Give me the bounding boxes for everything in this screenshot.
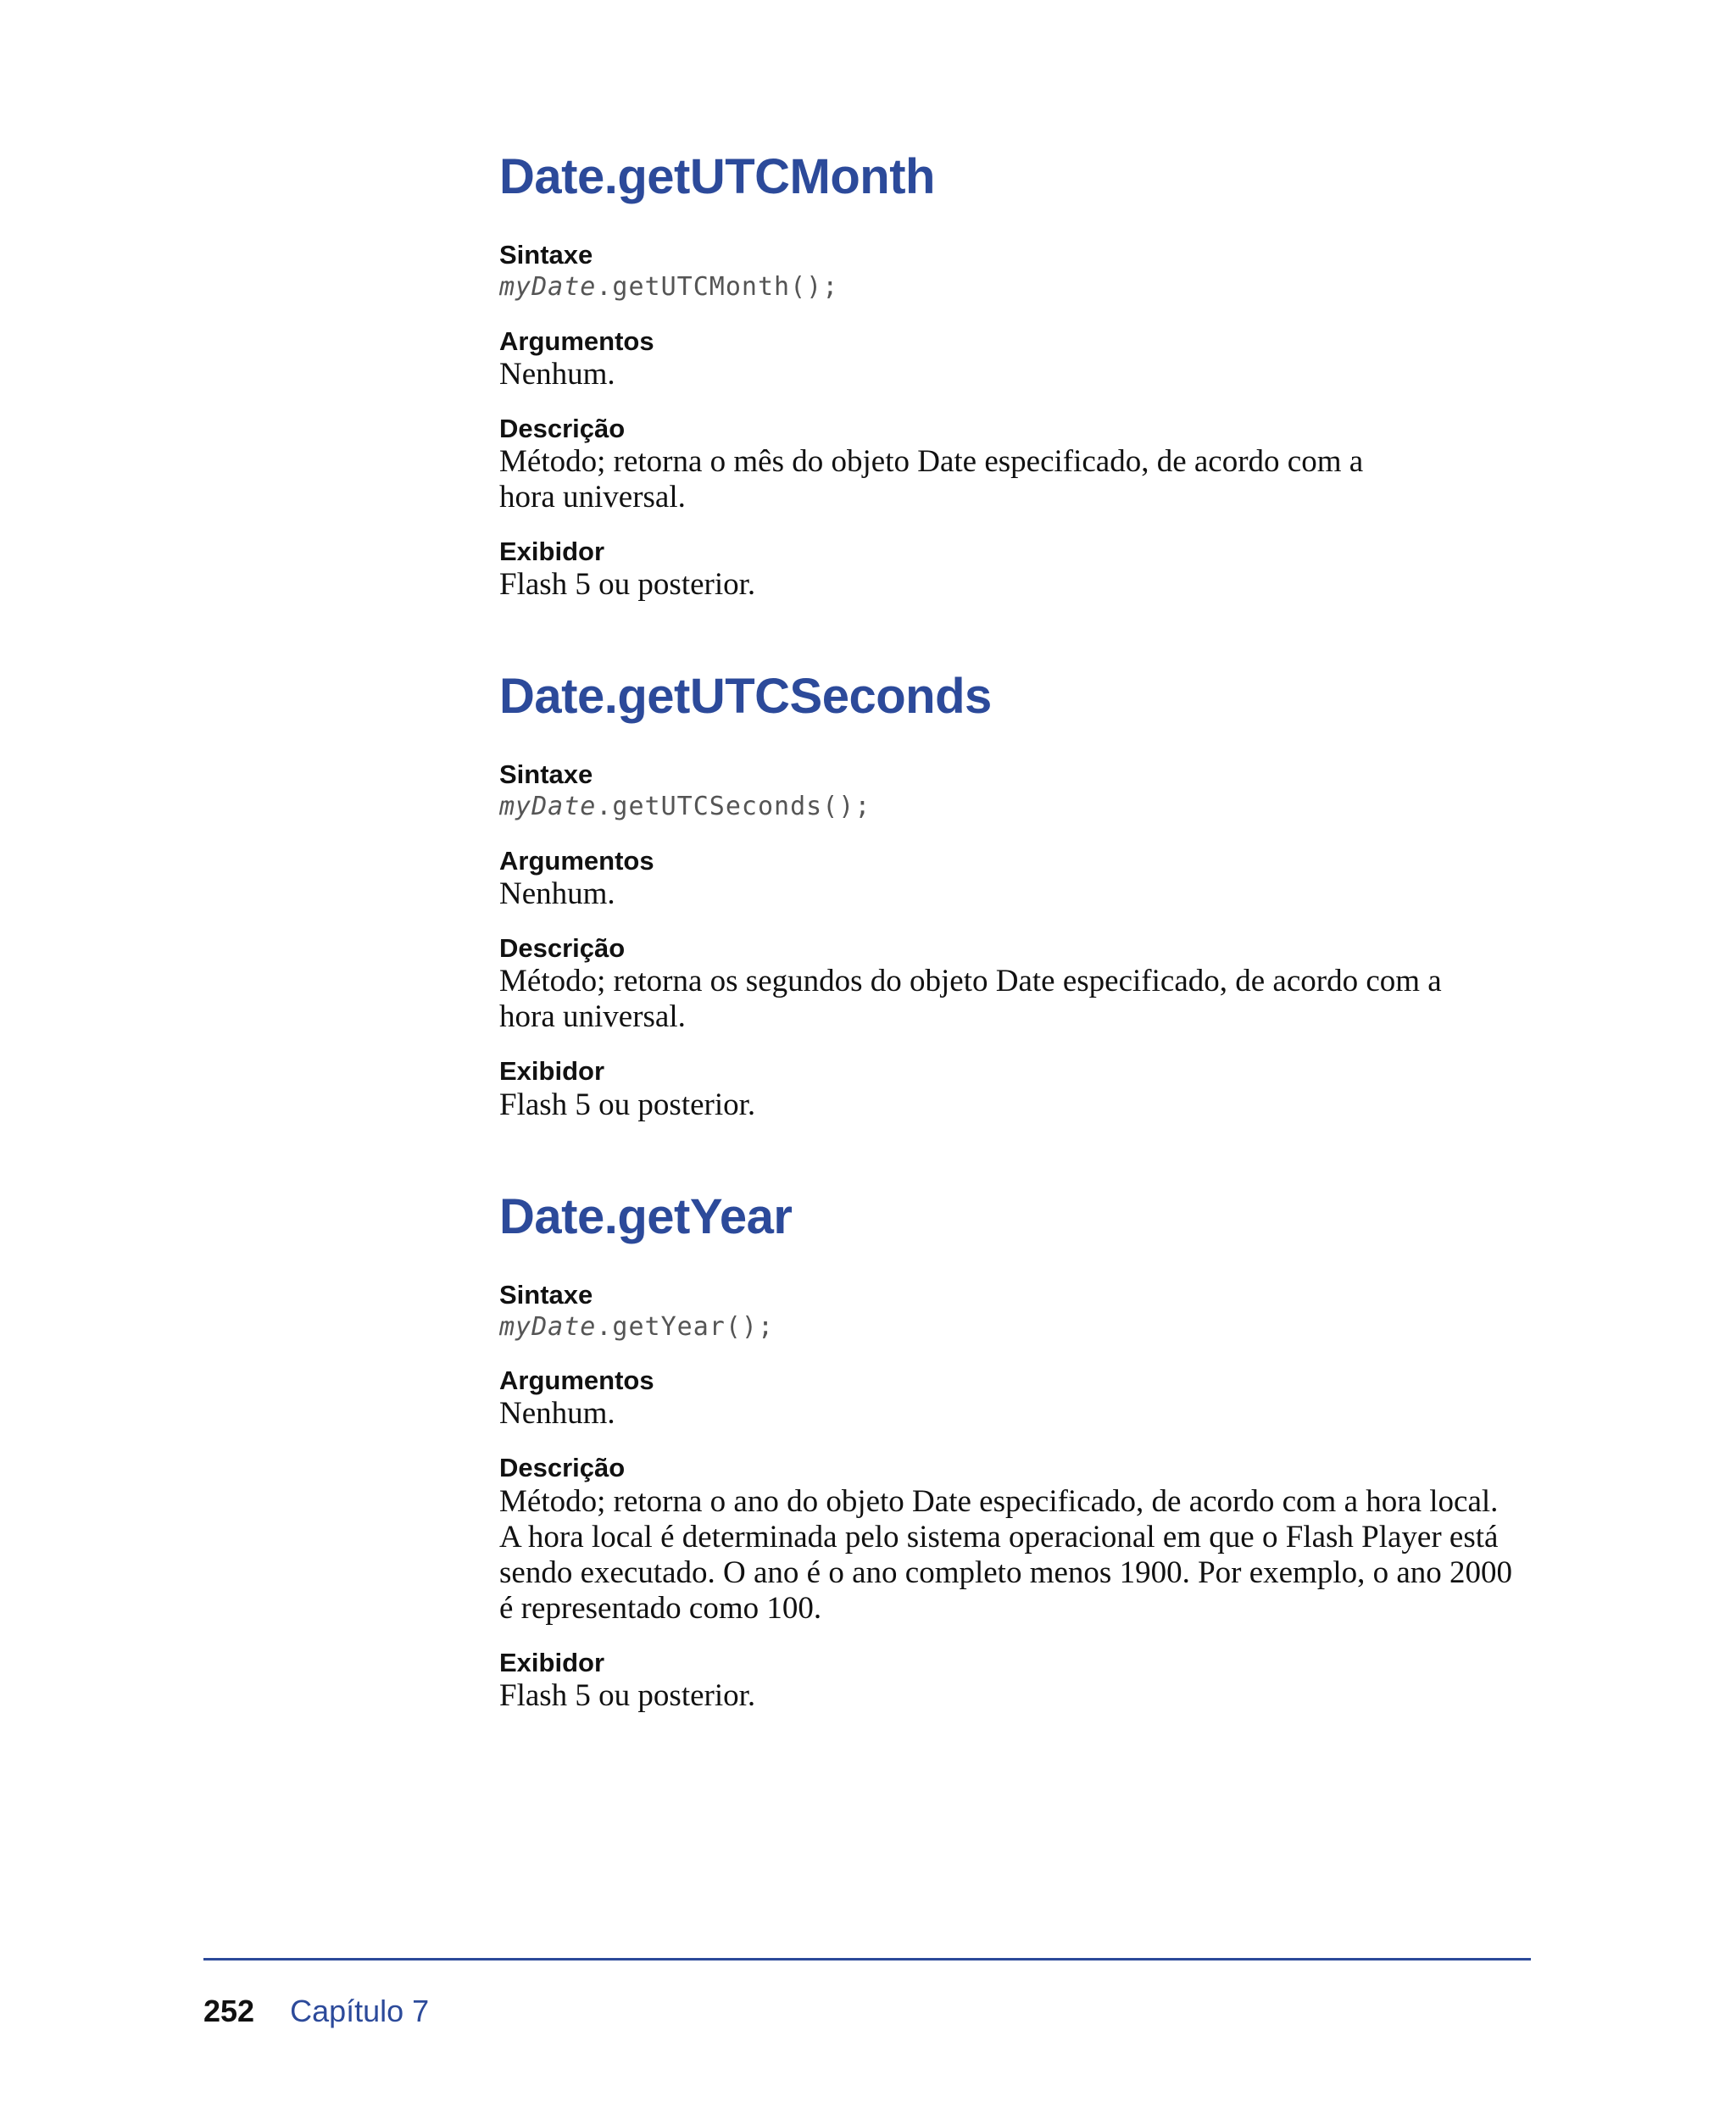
syntax-var: myDate bbox=[499, 272, 597, 303]
arguments-section bbox=[499, 1365, 1559, 1432]
arguments-section bbox=[499, 325, 1559, 392]
description-line: Método; retorna os segundos do objeto Date especificado, de acordo com a bbox=[499, 964, 1442, 999]
entry-title: Date.getUTCSeconds bbox=[499, 669, 992, 725]
player-text: Flash 5 ou posterior. bbox=[499, 1087, 756, 1122]
description-line: Método; retorna o mês do objeto Date especificado, de acordo com a bbox=[499, 444, 1364, 480]
syntax-var: myDate bbox=[499, 1311, 597, 1342]
syntax-label: Sintaxe bbox=[499, 759, 593, 790]
description-label: Descrição bbox=[499, 413, 626, 443]
arguments-label: Argumentos bbox=[499, 845, 654, 876]
entry-getutcmonth bbox=[499, 149, 1559, 603]
description-line: sendo executado. O ano é o ano completo menos 1900. Por exemplo, o ano 2000 bbox=[499, 1554, 1513, 1590]
page-number: 252 bbox=[203, 1994, 255, 2028]
syntax-method: .getUTCMonth(); bbox=[596, 272, 839, 303]
page-content bbox=[499, 149, 1559, 1783]
player-section bbox=[499, 1055, 1559, 1122]
description-section bbox=[499, 1452, 1559, 1626]
syntax-code bbox=[499, 1310, 1559, 1345]
player-text: Flash 5 ou posterior. bbox=[499, 567, 756, 603]
description-line: hora universal. bbox=[499, 999, 686, 1035]
arguments-text: Nenhum. bbox=[499, 876, 615, 912]
footer-divider bbox=[203, 1958, 1531, 1960]
syntax-section bbox=[499, 759, 1559, 825]
player-text: Flash 5 ou posterior. bbox=[499, 1677, 756, 1713]
description-label: Descrição bbox=[499, 933, 626, 964]
chapter-label: Capítulo 7 bbox=[290, 1994, 430, 2028]
syntax-code bbox=[499, 790, 1559, 825]
description-section bbox=[499, 413, 1559, 515]
description-label: Descrição bbox=[499, 1453, 626, 1483]
arguments-section bbox=[499, 845, 1559, 912]
entry-title: Date.getYear bbox=[499, 1188, 793, 1244]
player-label: Exibidor bbox=[499, 1647, 605, 1677]
player-label: Exibidor bbox=[499, 537, 605, 567]
arguments-text: Nenhum. bbox=[499, 1396, 615, 1432]
arguments-label: Argumentos bbox=[499, 325, 654, 356]
syntax-label: Sintaxe bbox=[499, 240, 593, 270]
description-line: A hora local é determinada pelo sistema operacional em que o Flash Player está bbox=[499, 1519, 1499, 1554]
syntax-method: .getYear(); bbox=[596, 1311, 775, 1342]
player-section bbox=[499, 536, 1559, 603]
syntax-section bbox=[499, 239, 1559, 305]
player-section bbox=[499, 1647, 1559, 1714]
description-line: hora universal. bbox=[499, 480, 686, 515]
syntax-code bbox=[499, 270, 1559, 305]
player-label: Exibidor bbox=[499, 1056, 605, 1087]
arguments-text: Nenhum. bbox=[499, 356, 615, 392]
syntax-label: Sintaxe bbox=[499, 1279, 593, 1310]
syntax-section bbox=[499, 1279, 1559, 1345]
description-line: Método; retorna o ano do objeto Date especificado, de acordo com a hora local. bbox=[499, 1483, 1499, 1519]
syntax-method: .getUTCSeconds(); bbox=[596, 792, 871, 822]
entry-getyear bbox=[499, 1188, 1559, 1714]
arguments-label: Argumentos bbox=[499, 1365, 654, 1396]
entry-title: Date.getUTCMonth bbox=[499, 149, 935, 204]
page-footer bbox=[203, 1994, 429, 2029]
description-section bbox=[499, 932, 1559, 1035]
description-line: é representado como 100. bbox=[499, 1590, 822, 1626]
syntax-var: myDate bbox=[499, 792, 597, 822]
entry-getutcseconds bbox=[499, 669, 1559, 1122]
